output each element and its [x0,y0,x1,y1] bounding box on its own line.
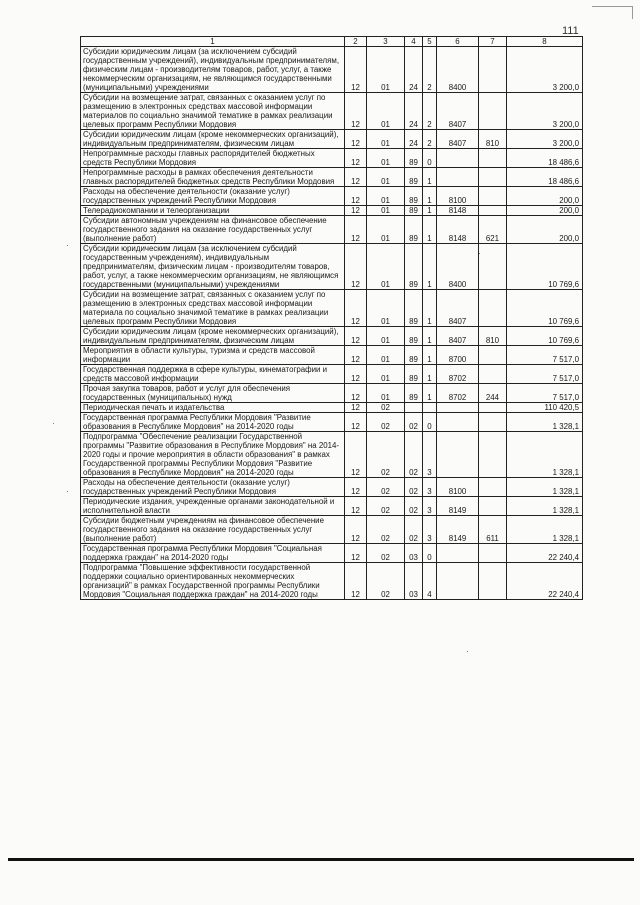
program-code-cell: 02 [405,478,423,497]
subprogram-code-cell: 1 [423,327,437,346]
page-number: 111 [562,25,579,37]
expense-type-code-cell: 611 [479,516,507,544]
program-code-cell: 24 [405,93,423,130]
section-code-cell: 12 [345,563,367,600]
program-code-cell: 89 [405,206,423,216]
amount-cell: 1 328,1 [507,432,583,478]
program-code-cell: 02 [405,516,423,544]
table-row [81,290,583,327]
section-code-cell: 12 [345,130,367,149]
item-name-cell: Подпрограмма "Обеспечение реализации Государственной программы "Развитие образования в Республике Мордовия" на 2014-2020 годы и прочие мероприятия в области образования" в рамках Государственной программы Республики Мордовия "Развитие образования в Республике Мордовия" на 2014-2020 годы [81,432,345,478]
subsection-code-cell: 01 [367,365,405,384]
column-header: 1 [81,37,345,47]
item-name-cell: Субсидии на возмещение затрат, связанных с оказанием услуг по размещению в электронных средствах массовой информации материала по социально значимой тематике в рамках реализации целевых программ Республики Мордовия [81,290,345,327]
subsection-code-cell: 01 [367,130,405,149]
item-name-cell: Мероприятия в области культуры, туризма и средств массовой информации [81,346,345,365]
amount-cell: 7 517,0 [507,365,583,384]
section-code-cell: 12 [345,244,367,290]
amount-cell: 1 328,1 [507,413,583,432]
amount-cell: 3 200,0 [507,130,583,149]
program-code-cell: 89 [405,346,423,365]
amount-cell: 22 240,4 [507,544,583,563]
program-code-cell: 89 [405,168,423,187]
amount-cell: 3 200,0 [507,93,583,130]
scan-speck: · [466,646,469,656]
target-code-cell: 8149 [437,516,479,544]
amount-cell: 1 328,1 [507,497,583,516]
item-name-cell: Субсидии юридическим лицам (кроме некоммерческих организаций), индивидуальным предпринимателям, физическим лицам [81,130,345,149]
subsection-code-cell: 01 [367,327,405,346]
expense-type-code-cell [479,497,507,516]
expense-type-code-cell [479,47,507,93]
table-row [81,93,583,130]
table-row [81,516,583,544]
target-code-cell: 8100 [437,187,479,206]
item-name-cell: Государственная поддержка в сфере культуры, кинематографии и средств массовой информации [81,365,345,384]
section-code-cell: 12 [345,413,367,432]
amount-cell: 7 517,0 [507,384,583,403]
subprogram-code-cell: 1 [423,216,437,244]
target-code-cell [437,168,479,187]
table-row [81,544,583,563]
table-row [81,563,583,600]
expense-type-code-cell [479,413,507,432]
target-code-cell: 8407 [437,327,479,346]
table-row [81,168,583,187]
subprogram-code-cell: 0 [423,544,437,563]
item-name-cell: Телерадиокомпании и телеорганизации [81,206,345,216]
item-name-cell: Подпрограмма "Повышение эффективности государственной поддержки социально ориентированных некоммерческих организаций" в рамках Государственной программы Республики Мордовия "Социальная поддержка граждан" на 2014-2020 годы [81,563,345,600]
amount-cell: 200,0 [507,206,583,216]
subprogram-code-cell: 1 [423,206,437,216]
subprogram-code-cell: 1 [423,244,437,290]
table-row [81,327,583,346]
expense-type-code-cell [479,346,507,365]
program-code-cell: 89 [405,187,423,206]
expense-type-code-cell [479,432,507,478]
subsection-code-cell: 01 [367,244,405,290]
expense-type-code-cell [479,168,507,187]
target-code-cell: 8700 [437,346,479,365]
scan-speck: · [66,486,69,496]
program-code-cell: 89 [405,327,423,346]
subprogram-code-cell: 3 [423,432,437,478]
column-header: 6 [437,37,479,47]
budget-table [80,36,583,600]
subprogram-code-cell: 1 [423,290,437,327]
scan-speck: · [52,418,55,428]
section-code-cell: 12 [345,544,367,563]
subsection-code-cell: 02 [367,478,405,497]
expense-type-code-cell: 621 [479,216,507,244]
section-code-cell: 12 [345,384,367,403]
amount-cell: 10 769,6 [507,327,583,346]
subsection-code-cell: 02 [367,544,405,563]
item-name-cell: Периодическая печать и издательства [81,403,345,413]
expense-type-code-cell [479,149,507,168]
expense-type-code-cell [479,290,507,327]
amount-cell: 200,0 [507,216,583,244]
program-code-cell [405,403,423,413]
item-name-cell: Субсидии автономным учреждениям на финансовое обеспечение государственного задания на оказание государственных услуг (выполнение работ) [81,216,345,244]
expense-type-code-cell: 810 [479,130,507,149]
amount-cell: 1 328,1 [507,516,583,544]
target-code-cell [437,403,479,413]
expense-type-code-cell [479,93,507,130]
scan-speck: · [478,248,481,258]
subprogram-code-cell: 1 [423,365,437,384]
subprogram-code-cell: 0 [423,149,437,168]
target-code-cell: 8148 [437,216,479,244]
target-code-cell: 8400 [437,47,479,93]
amount-cell: 18 486,6 [507,149,583,168]
section-code-cell: 12 [345,206,367,216]
item-name-cell: Субсидии юридическим лицам (за исключением субсидий государственным учреждениям), индивидуальным предпринимателям, физическим лицам - производителям товаров, работ, услуг, а также некоммерческим организациям, не являющимся государственными (муниципальными) учреждениями [81,244,345,290]
program-code-cell: 89 [405,149,423,168]
subsection-code-cell: 01 [367,346,405,365]
subsection-code-cell: 02 [367,432,405,478]
section-code-cell: 12 [345,290,367,327]
amount-cell: 10 769,6 [507,244,583,290]
column-header: 3 [367,37,405,47]
program-code-cell: 89 [405,365,423,384]
target-code-cell [437,432,479,478]
expense-type-code-cell [479,563,507,600]
subprogram-code-cell: 1 [423,168,437,187]
table-row [81,497,583,516]
section-code-cell: 12 [345,327,367,346]
expense-type-code-cell [479,365,507,384]
subprogram-code-cell: 1 [423,187,437,206]
target-code-cell: 8407 [437,130,479,149]
amount-cell: 200,0 [507,187,583,206]
item-name-cell: Субсидии юридическим лицам (за исключением субсидий государственным учреждений), индивидуальным предпринимателям, физическим лицам - производителям товаров, работ, услуг, а также некоммерческим организациям, не являющимся государственными (муниципальными) учреждениями [81,47,345,93]
table-row [81,365,583,384]
target-code-cell: 8407 [437,93,479,130]
section-code-cell: 12 [345,346,367,365]
subsection-code-cell: 01 [367,149,405,168]
item-name-cell: Субсидии юридическим лицам (кроме некоммерческих организаций), индивидуальным предпринимателям, физическим лицам [81,327,345,346]
subsection-code-cell: 01 [367,384,405,403]
table-row [81,413,583,432]
column-header: 2 [345,37,367,47]
table-row [81,187,583,206]
item-name-cell: Периодические издания, учрежденные органами законодательной и исполнительной власти [81,497,345,516]
subprogram-code-cell: 4 [423,563,437,600]
bottom-rule [8,858,634,861]
page-corner-mark [592,6,633,19]
amount-cell: 7 517,0 [507,346,583,365]
subsection-code-cell: 01 [367,168,405,187]
program-code-cell: 02 [405,413,423,432]
expense-type-code-cell: 244 [479,384,507,403]
amount-cell: 1 328,1 [507,478,583,497]
subsection-code-cell: 02 [367,413,405,432]
target-code-cell: 8702 [437,384,479,403]
column-header: 7 [479,37,507,47]
item-name-cell: Государственная программа Республики Мордовия "Социальная поддержка граждан" на 2014-2020 годы [81,544,345,563]
amount-cell: 3 200,0 [507,47,583,93]
item-name-cell: Субсидии на возмещение затрат, связанных с оказанием услуг по размещению в электронных средствах массовой информации материалов по социально значимой тематике в рамках реализации целевых программ Республики Мордовия [81,93,345,130]
subprogram-code-cell: 0 [423,413,437,432]
amount-cell: 18 486,6 [507,168,583,187]
item-name-cell: Субсидии бюджетным учреждениям на финансовое обеспечение государственного задания на оказание государственных услуг (выполнение работ) [81,516,345,544]
subsection-code-cell: 01 [367,93,405,130]
target-code-cell: 8149 [437,497,479,516]
scan-speck: · [66,240,69,250]
item-name-cell: Непрограммные расходы главных распорядителей бюджетных средств Республики Мордовия [81,149,345,168]
expense-type-code-cell [479,544,507,563]
target-code-cell: 8100 [437,478,479,497]
table-row [81,346,583,365]
table-row [81,403,583,413]
section-code-cell: 12 [345,149,367,168]
program-code-cell: 89 [405,244,423,290]
table-row [81,216,583,244]
amount-cell: 10 769,6 [507,290,583,327]
expense-type-code-cell: 810 [479,327,507,346]
section-code-cell: 12 [345,47,367,93]
program-code-cell: 02 [405,432,423,478]
subprogram-code-cell: 3 [423,497,437,516]
item-name-cell: Непрограммные расходы в рамках обеспечения деятельности главных распорядителей бюджетных средств Республики Мордовия [81,168,345,187]
table-row [81,244,583,290]
subprogram-code-cell: 2 [423,47,437,93]
column-header: 8 [507,37,583,47]
amount-cell: 110 420,5 [507,403,583,413]
item-name-cell: Прочая закупка товаров, работ и услуг для обеспечения государственных (муниципальных) нужд [81,384,345,403]
program-code-cell: 89 [405,290,423,327]
section-code-cell: 12 [345,187,367,206]
target-code-cell [437,413,479,432]
target-code-cell [437,544,479,563]
target-code-cell: 8407 [437,290,479,327]
subsection-code-cell: 01 [367,290,405,327]
subprogram-code-cell: 1 [423,384,437,403]
section-code-cell: 12 [345,432,367,478]
program-code-cell: 03 [405,544,423,563]
table-row [81,47,583,93]
program-code-cell: 03 [405,563,423,600]
program-code-cell: 24 [405,130,423,149]
subsection-code-cell: 02 [367,563,405,600]
subsection-code-cell: 01 [367,187,405,206]
amount-cell: 22 240,4 [507,563,583,600]
section-code-cell: 12 [345,168,367,187]
section-code-cell: 12 [345,516,367,544]
subprogram-code-cell: 3 [423,516,437,544]
expense-type-code-cell [479,187,507,206]
column-header: 5 [423,37,437,47]
section-code-cell: 12 [345,216,367,244]
subprogram-code-cell: 1 [423,346,437,365]
subsection-code-cell: 01 [367,47,405,93]
target-code-cell: 8702 [437,365,479,384]
program-code-cell: 02 [405,497,423,516]
subprogram-code-cell: 2 [423,130,437,149]
target-code-cell [437,563,479,600]
section-code-cell: 12 [345,478,367,497]
table-row [81,384,583,403]
table-row [81,149,583,168]
table-header-row [81,37,583,47]
table-row [81,432,583,478]
section-code-cell: 12 [345,497,367,516]
subprogram-code-cell: 2 [423,93,437,130]
program-code-cell: 24 [405,47,423,93]
table-row [81,130,583,149]
section-code-cell: 12 [345,365,367,384]
item-name-cell: Расходы на обеспечение деятельности (оказание услуг) государственных учреждений Республики Мордовия [81,187,345,206]
expense-type-code-cell [479,206,507,216]
expense-type-code-cell [479,403,507,413]
subprogram-code-cell [423,403,437,413]
section-code-cell: 12 [345,403,367,413]
subsection-code-cell: 01 [367,206,405,216]
target-code-cell: 8148 [437,206,479,216]
target-code-cell: 8400 [437,244,479,290]
subsection-code-cell: 02 [367,516,405,544]
subsection-code-cell: 01 [367,216,405,244]
target-code-cell [437,149,479,168]
table-row [81,478,583,497]
subsection-code-cell: 02 [367,497,405,516]
section-code-cell: 12 [345,93,367,130]
item-name-cell: Расходы на обеспечение деятельности (оказание услуг) государственных учреждений Республики Мордовия [81,478,345,497]
expense-type-code-cell [479,478,507,497]
item-name-cell: Государственная программа Республики Мордовия "Развитие образования в Республике Мордовия" на 2014-2020 годы [81,413,345,432]
table-row [81,206,583,216]
column-header: 4 [405,37,423,47]
subsection-code-cell: 02 [367,403,405,413]
expense-type-code-cell [479,244,507,290]
program-code-cell: 89 [405,216,423,244]
program-code-cell: 89 [405,384,423,403]
subprogram-code-cell: 3 [423,478,437,497]
